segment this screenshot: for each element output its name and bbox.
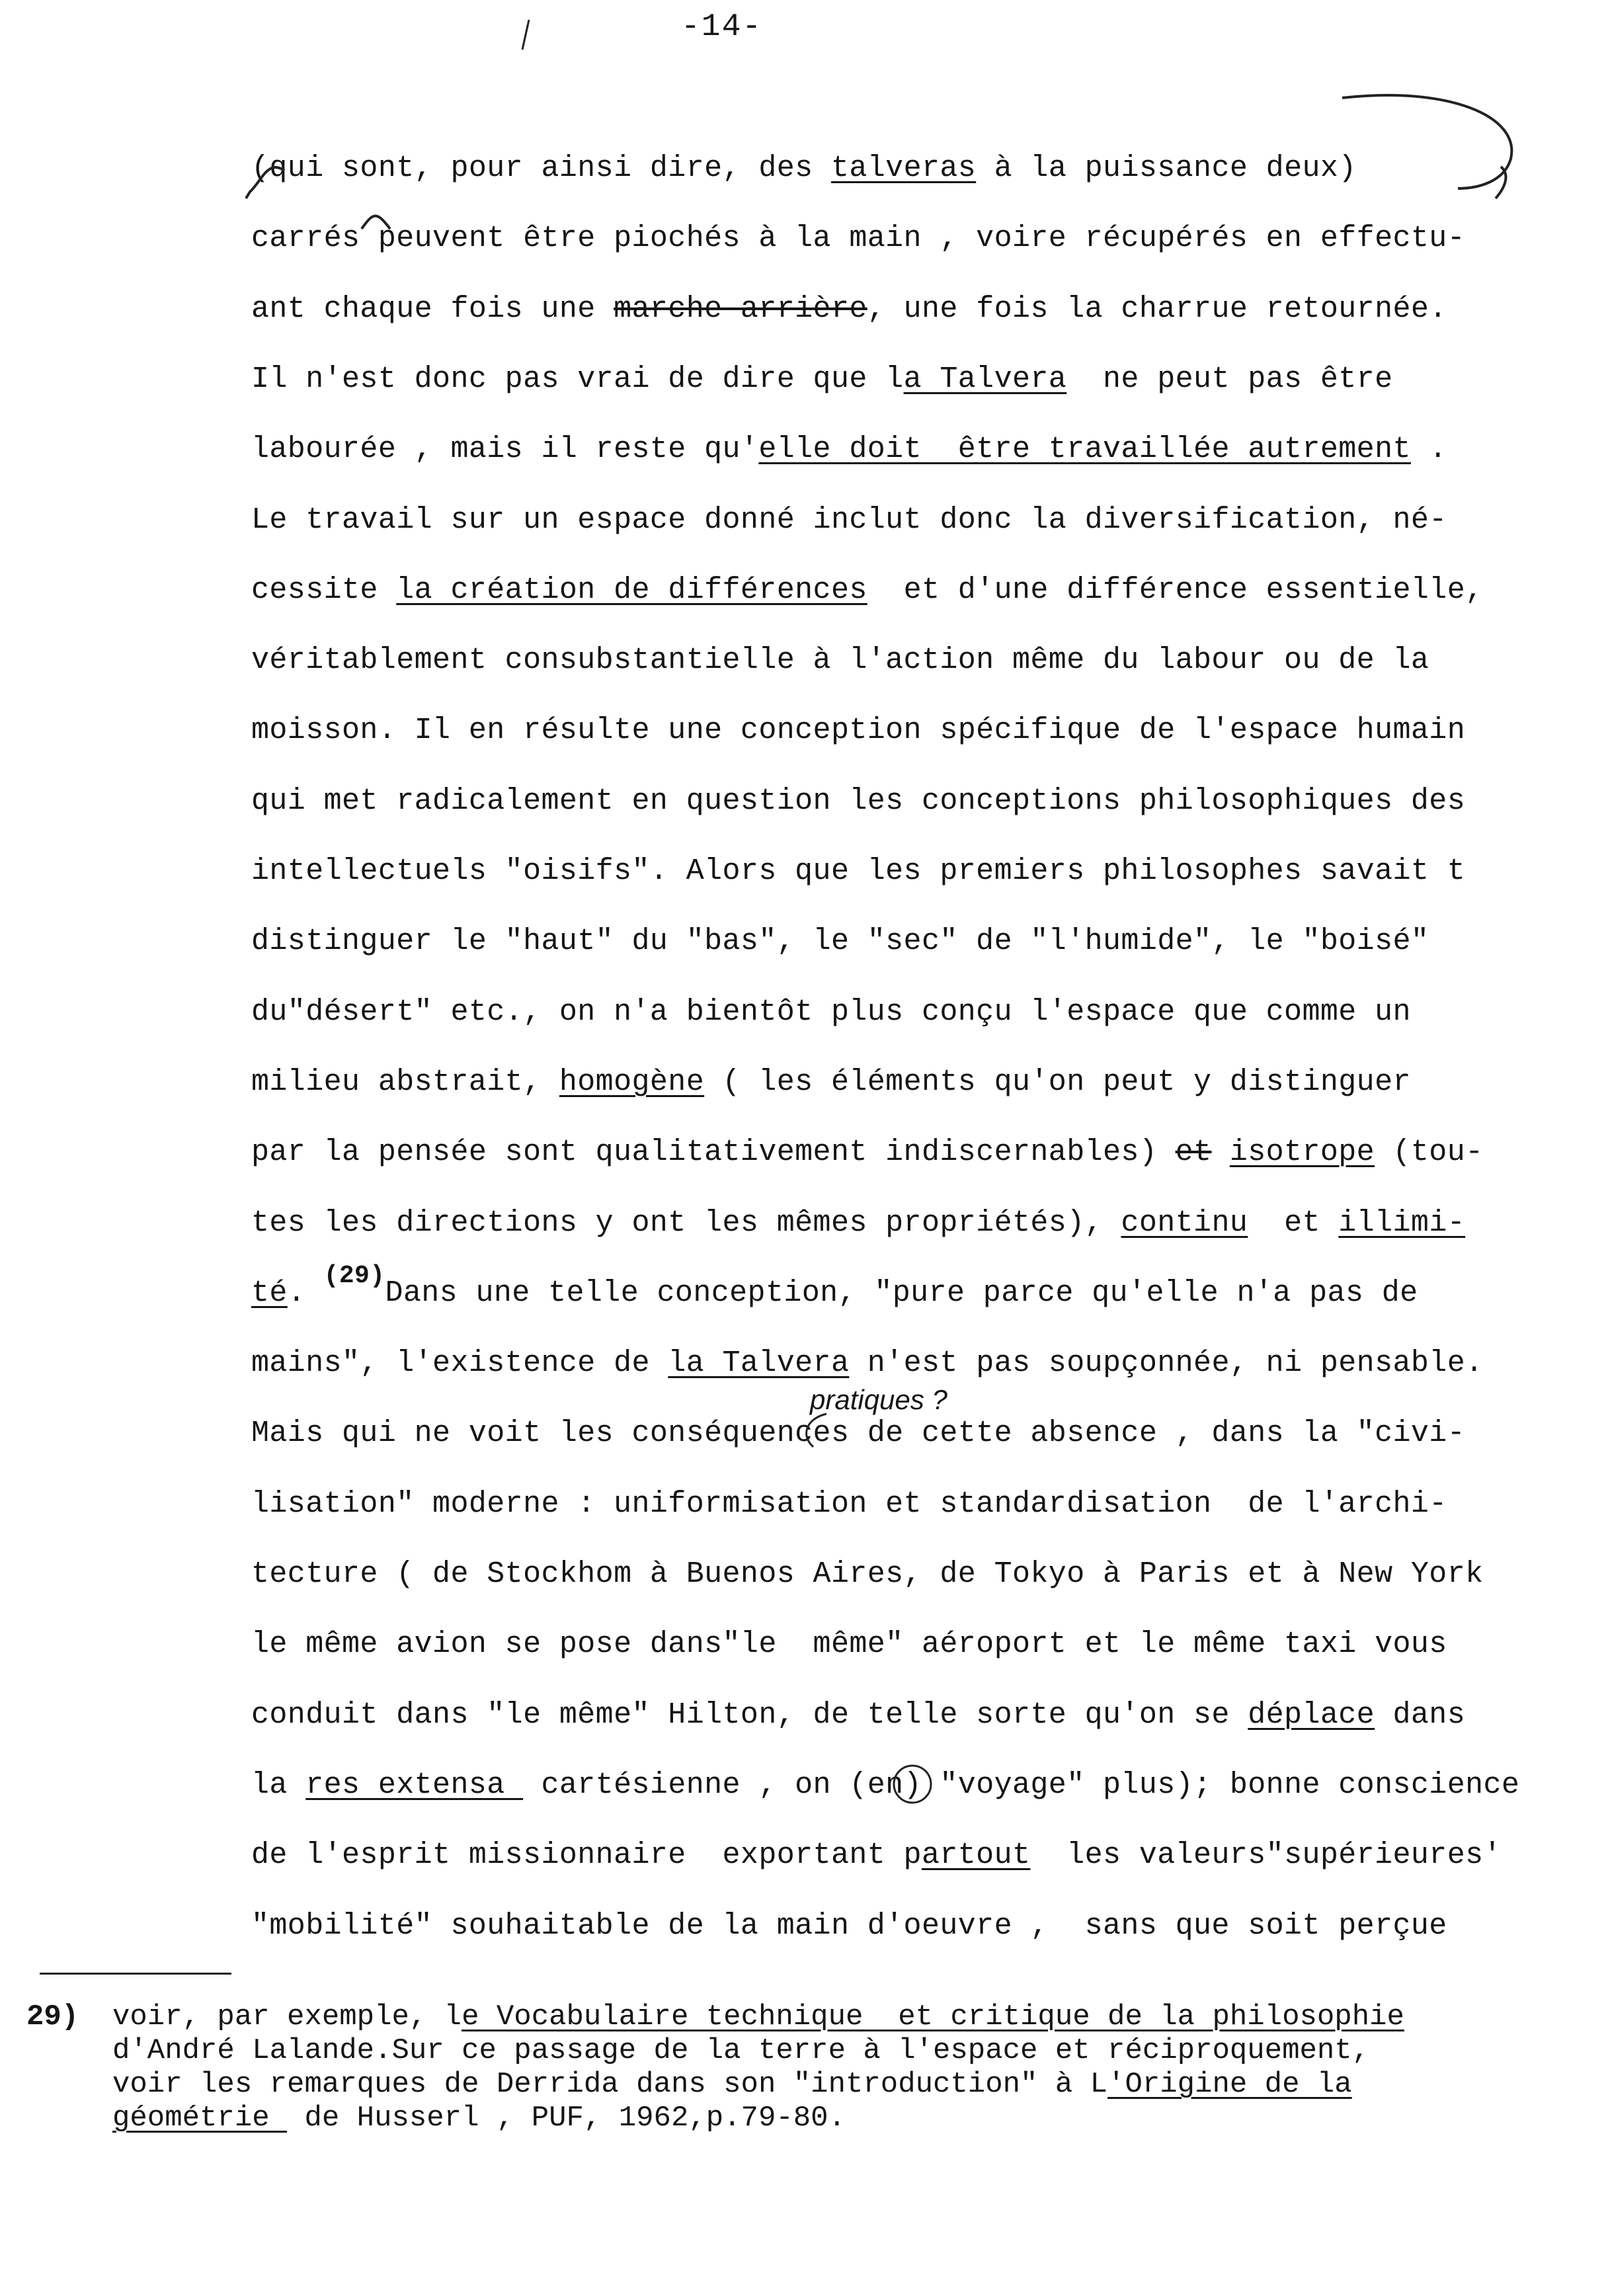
underlined-text: res extensa: [305, 1768, 524, 1802]
text-segment: de Husserl , PUF, 1962,p.79-80.: [287, 2102, 846, 2135]
page-edge-mark: [522, 20, 529, 50]
text-segment: n'est pas soupçonnée, ni pensable.: [849, 1346, 1484, 1381]
text-segment: distinguer le "haut" du "bas", le "sec" de "l'humide", le "boisé": [251, 924, 1429, 959]
insertion-bracket-mark: [1496, 167, 1506, 198]
text-segment: cessite: [251, 573, 397, 607]
text-segment: et: [1248, 1206, 1339, 1240]
text-segment: et: [1175, 1135, 1212, 1170]
margin-curve-mark: [1342, 95, 1511, 188]
text-segment: milieu abstrait,: [251, 1065, 559, 1099]
body-line: [251, 1697, 1465, 1734]
underlined-text: déplace: [1248, 1698, 1375, 1732]
text-segment: véritablement consubstantielle à l'action même du labour ou de la: [251, 643, 1429, 678]
body-line: [251, 642, 1429, 679]
body-line: [251, 572, 1484, 609]
text-segment: dans: [1375, 1698, 1466, 1732]
body-line: [251, 1908, 1447, 1945]
text-segment: d'André Lalande.Sur ce passage de la terre à l'espace et réciproquement,: [112, 2034, 1370, 2067]
text-segment: qui met radicalement en question les conceptions philosophiques des: [251, 784, 1466, 818]
footnote-line: [112, 2000, 1404, 2033]
body-line: [251, 1415, 1465, 1452]
text-segment: moisson. Il en résulte une conception spécifique de l'espace humain: [251, 714, 1466, 748]
underlined-text: té: [251, 1276, 288, 1310]
text-segment: [1211, 1135, 1229, 1169]
text-segment: la: [251, 1768, 306, 1802]
text-segment: Le travail sur un espace donné inclut donc la diversification, né-: [251, 503, 1447, 537]
body-line: [251, 1064, 1411, 1101]
text-segment: du"désert" etc., on n'a bientôt plus conçu l'espace que comme un: [251, 995, 1411, 1029]
text-segment: ne peut pas être: [1066, 362, 1393, 396]
underlined-text: géométrie: [112, 2102, 288, 2135]
page-number: -14-: [681, 9, 763, 45]
text-segment: ( les éléments qu'on peut y distinguer: [704, 1065, 1411, 1099]
text-segment: tes les directions y ont les mêmes propriétés),: [251, 1206, 1121, 1240]
text-segment: voir, par exemple, l: [112, 2000, 462, 2033]
text-segment: ant chaque fois une: [251, 292, 614, 326]
text-segment: , une fois la charrue retournée.: [867, 292, 1447, 326]
text-segment: (tou-: [1375, 1135, 1484, 1170]
body-line: [251, 1837, 1502, 1874]
body-line: [251, 431, 1447, 468]
body-line: [251, 1556, 1484, 1593]
body-line: [251, 783, 1465, 820]
text-segment: et d'une différence essentielle,: [867, 573, 1484, 607]
text-segment: les valeurs"supérieures': [1030, 1838, 1502, 1873]
body-line: [251, 853, 1465, 890]
body-line: [251, 1345, 1484, 1382]
text-segment: Mais qui ne voit les conséquences de cette absence , dans la "civi-: [251, 1416, 1466, 1451]
footnote-line: [112, 2102, 846, 2135]
body-line: [251, 1134, 1484, 1171]
text-segment: voir les remarques de Derrida dans son "introduction" à L: [112, 2068, 1108, 2101]
underlined-text: la Talvera: [668, 1346, 850, 1381]
text-segment: Il n'est donc pas vrai de dire que l: [251, 362, 904, 396]
body-line: [251, 291, 1447, 328]
text-segment: lisation" moderne : uniformisation et standardisation de l'archi-: [251, 1487, 1447, 1521]
body-line: [251, 1767, 1519, 1804]
body-line: [251, 923, 1429, 960]
body-line: [251, 1486, 1447, 1523]
footnote-rule: [40, 1973, 231, 1975]
body-line: [251, 150, 1357, 187]
underlined-text: continu: [1121, 1206, 1248, 1240]
text-segment: marche-arrière: [614, 292, 867, 326]
footnote-line: [112, 2034, 1369, 2067]
underlined-text: 'Origine de la: [1107, 2068, 1352, 2101]
text-segment: "mobilité" souhaitable de la main d'oeuvre , sans que soit perçue: [251, 1908, 1447, 1943]
underlined-text: homogène: [559, 1065, 705, 1099]
underlined-text: la création de différences: [396, 573, 867, 607]
text-segment: labourée , mais il reste qu': [251, 432, 759, 467]
text-segment: mains", l'existence de: [251, 1346, 668, 1381]
body-line: [251, 712, 1465, 749]
underlined-text: e Vocabulaire technique et critique de la philosophie: [462, 2000, 1404, 2033]
body-line: [251, 1626, 1447, 1663]
underlined-text: a Talvera: [903, 362, 1067, 396]
text-segment: conduit dans "le même" Hilton, de telle sorte qu'on se: [251, 1698, 1248, 1732]
underlined-text: talveras: [830, 151, 977, 185]
text-segment: de l'esprit missionnaire exportant p: [251, 1838, 922, 1873]
text-segment: Dans une telle conception, "pure parce qu'elle n'a pas de: [385, 1276, 1418, 1310]
handwritten-annotation: pratiques ?: [810, 1384, 947, 1415]
text-segment: le même avion se pose dans"le même" aéroport et le même taxi vous: [251, 1627, 1447, 1662]
text-segment: cartésienne , on (en) "voyage" plus); bonne conscience: [523, 1768, 1520, 1802]
body-line: [251, 1205, 1465, 1242]
text-segment: .: [1410, 432, 1447, 467]
body-line: [251, 502, 1447, 539]
text-segment: à la puissance deux): [976, 151, 1357, 185]
body-line: [251, 361, 1392, 398]
body-line: [251, 1261, 1418, 1313]
text-segment: par la pensée sont qualitativement indiscernables): [251, 1135, 1176, 1170]
underlined-text: elle doit être travaillée autrement: [758, 432, 1411, 467]
footnote-mark: 29): [26, 2000, 79, 2033]
footnote-reference: (29): [323, 1261, 385, 1290]
body-line: [251, 994, 1411, 1031]
underlined-text: isotrope: [1229, 1135, 1375, 1170]
text-segment: intellectuels "oisifs". Alors que les premiers philosophes savait t: [251, 854, 1466, 888]
body-line: [251, 220, 1465, 257]
text-segment: .: [287, 1276, 324, 1310]
underlined-text: illimi-: [1338, 1206, 1466, 1240]
underlined-text: artout: [921, 1838, 1031, 1873]
text-segment: tecture ( de Stockhom à Buenos Aires, de Tokyo à Paris et à New York: [251, 1557, 1484, 1591]
footnote-line: [112, 2068, 1352, 2101]
text-segment: carrés peuvent être piochés à la main , voire récupérés en effectu-: [251, 222, 1466, 256]
text-segment: (qui sont, pour ainsi dire, des: [251, 151, 831, 185]
